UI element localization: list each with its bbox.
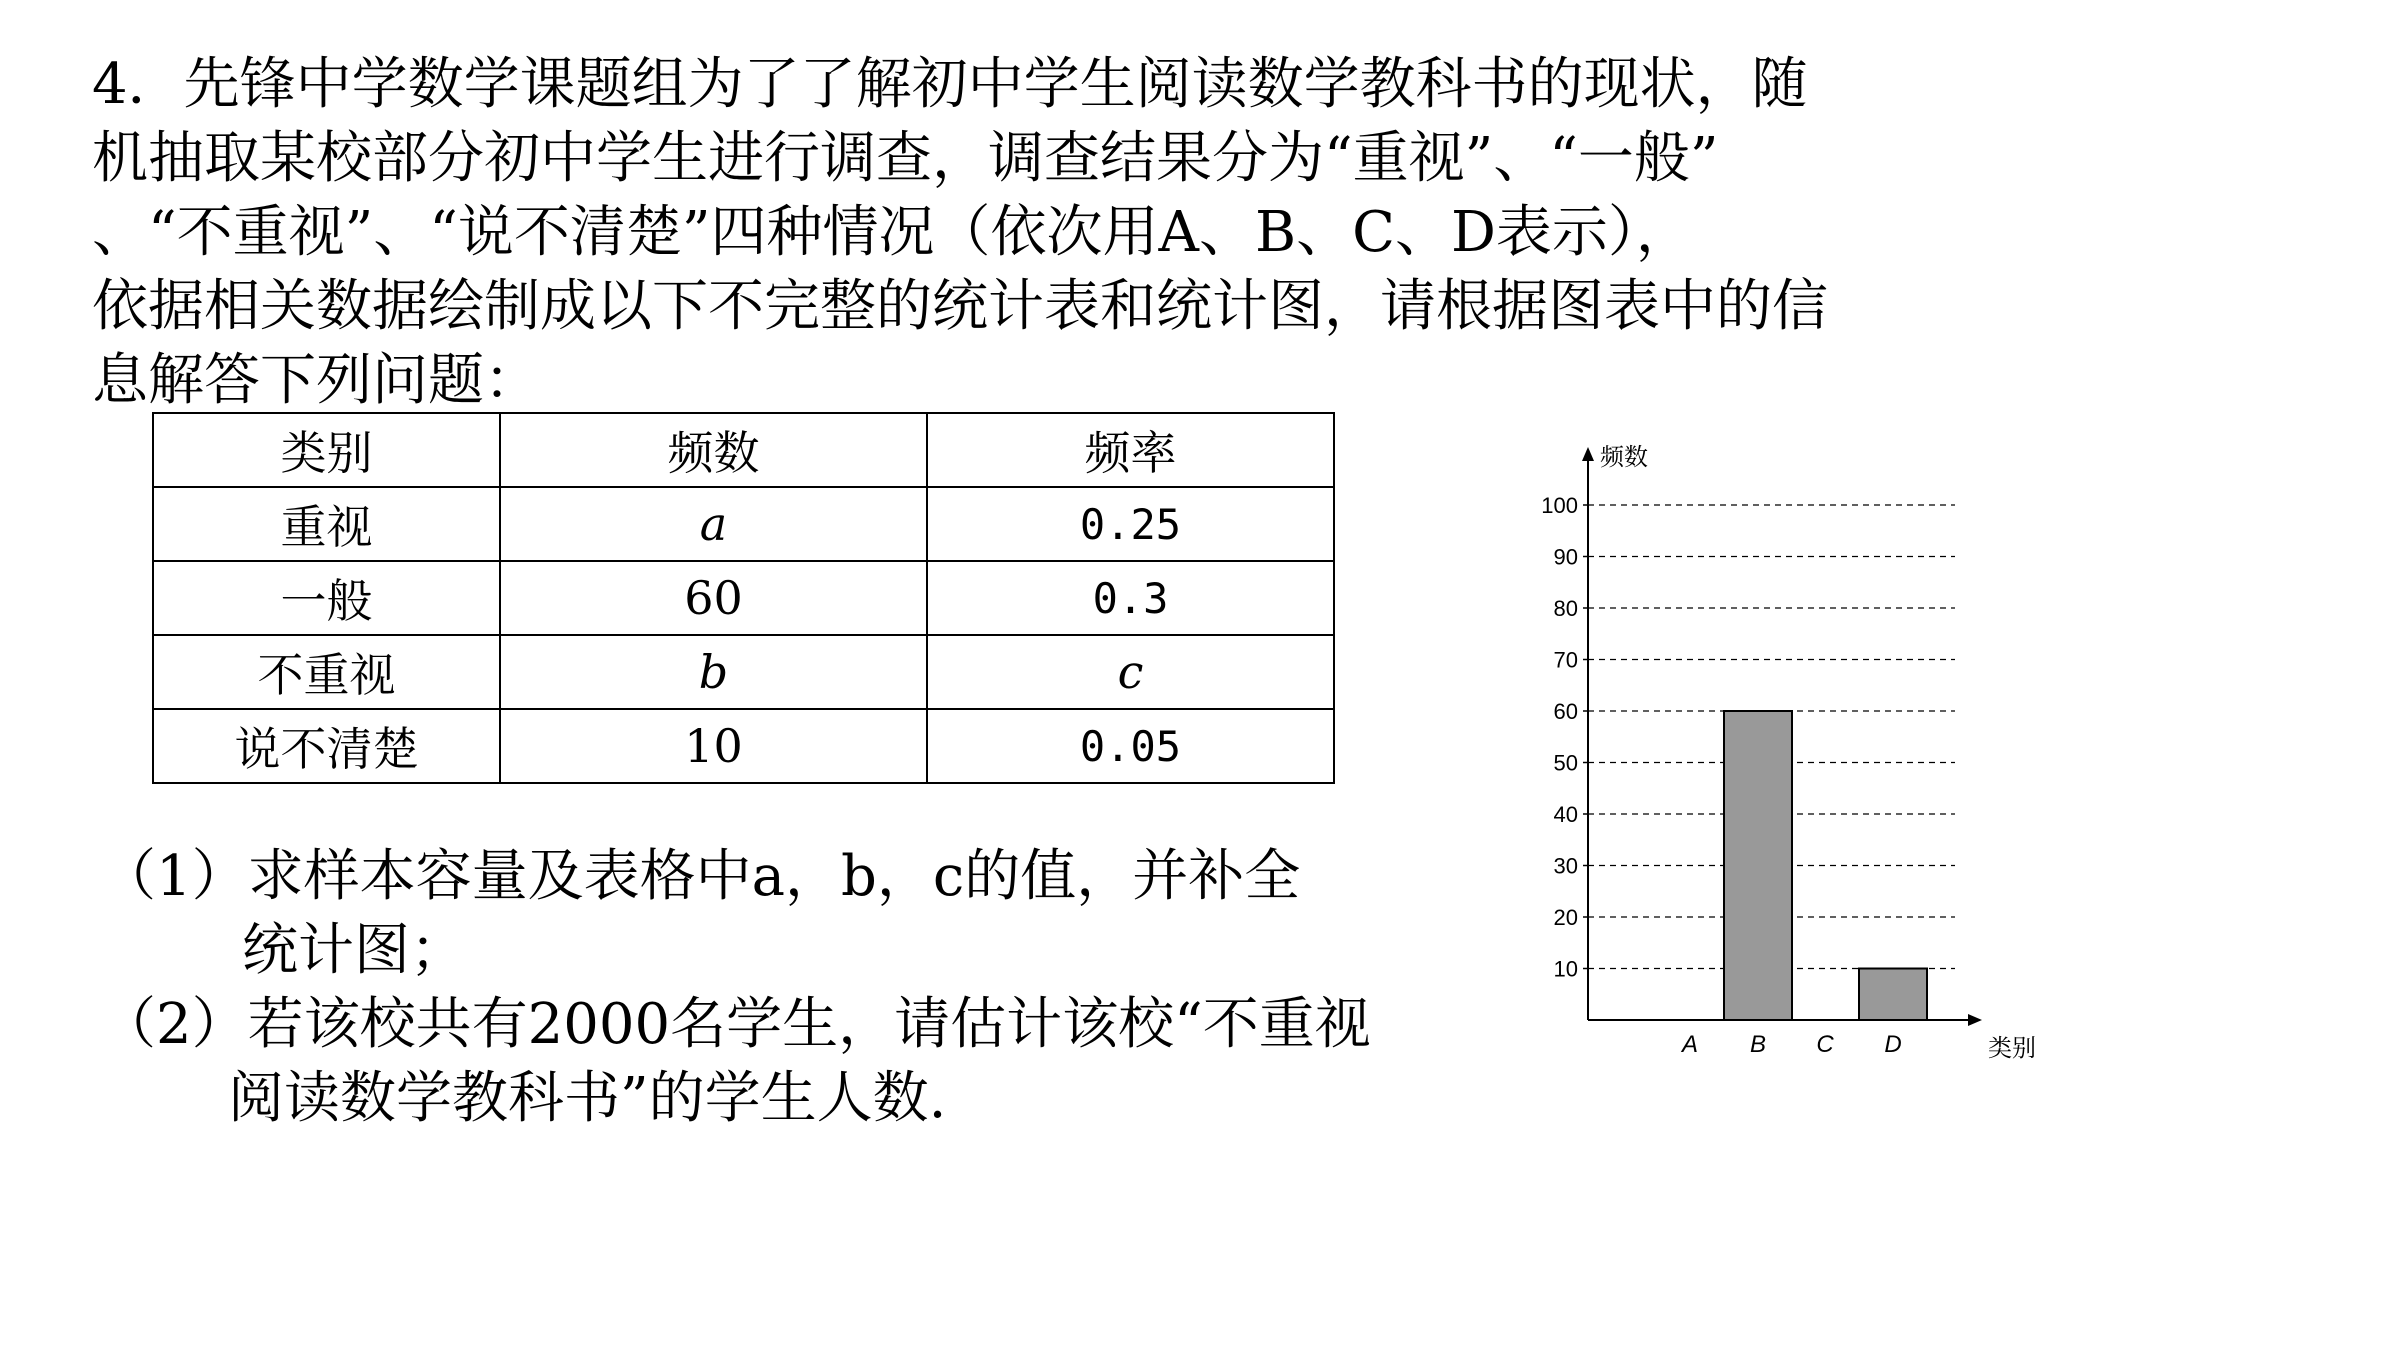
y-tick-label: 10 — [1553, 956, 1578, 982]
header-category: 类别 — [153, 413, 500, 487]
table-row — [153, 635, 1334, 709]
question-2-line-2: 阅读数学教科书”的学生人数. — [228, 1066, 947, 1131]
y-tick-label: 30 — [1553, 853, 1578, 879]
table-cell: 10 — [500, 709, 927, 783]
x-tick-label: B — [1749, 1031, 1767, 1058]
table-cell: 0.25 — [927, 487, 1334, 561]
y-tick-label: 80 — [1553, 596, 1578, 621]
questions — [100, 840, 1371, 1136]
x-axis-arrow — [1968, 1014, 1982, 1026]
bar-D — [1859, 969, 1927, 1021]
table-cell: c — [927, 635, 1334, 709]
table-row — [153, 561, 1334, 635]
table-cell: 0.3 — [927, 561, 1334, 635]
question-2-line-1: （2）若该校共有2000名学生，请估计该校“不重视 — [100, 992, 1371, 1057]
y-tick-label: 70 — [1553, 647, 1578, 673]
statistics-table — [152, 412, 1335, 784]
x-tick-label: D — [1884, 1031, 1902, 1058]
table-row — [153, 709, 1334, 783]
y-tick-label: 100 — [1541, 493, 1578, 518]
y-tick-label: 50 — [1553, 750, 1578, 776]
bar-B — [1724, 711, 1792, 1020]
question-1-line-2: 统计图； — [242, 918, 466, 983]
problem-line: 、“不重视”、“说不清楚”四种情况（依次用A、B、C、D表示）， — [92, 200, 1692, 265]
problem-line: 息解答下列问题： — [92, 348, 540, 413]
header-rate: 频率 — [927, 413, 1334, 487]
x-axis-label: 类别 — [1988, 1035, 2036, 1062]
table-cell: a — [500, 487, 927, 561]
problem-line: 依据相关数据绘制成以下不完整的统计表和统计图，请根据图表中的信 — [92, 274, 1828, 339]
table-cell: 0.05 — [927, 709, 1334, 783]
header-frequency: 频数 — [500, 413, 927, 487]
y-axis-arrow — [1582, 447, 1594, 461]
table-cell: b — [500, 635, 927, 709]
y-tick-label: 60 — [1553, 699, 1578, 724]
table-cell: 60 — [500, 561, 927, 635]
problem-line: 4．先锋中学数学课题组为了了解初中学生阅读数学教科书的现状，随 — [92, 52, 1808, 117]
table-cell: 不重视 — [153, 635, 500, 709]
question-1-line-1: （1）求样本容量及表格中a，b，c的值，并补全 — [100, 844, 1301, 909]
table-row — [153, 487, 1334, 561]
problem-statement — [92, 48, 2012, 418]
table-header-row — [153, 413, 1334, 487]
x-tick-label: A — [1681, 1031, 1699, 1058]
y-tick-label: 40 — [1553, 802, 1578, 827]
x-tick-label: C — [1816, 1031, 1834, 1058]
y-tick-label: 90 — [1553, 544, 1578, 570]
y-tick-label: 20 — [1553, 905, 1578, 930]
table-cell: 重视 — [153, 487, 500, 561]
y-axis-label: 频数 — [1600, 444, 1648, 471]
table-cell: 说不清楚 — [153, 709, 500, 783]
problem-line: 机抽取某校部分初中学生进行调查，调查结果分为“重视”、“一般” — [92, 126, 1719, 191]
table-cell: 一般 — [153, 561, 500, 635]
frequency-bar-chart — [1500, 420, 2060, 1080]
